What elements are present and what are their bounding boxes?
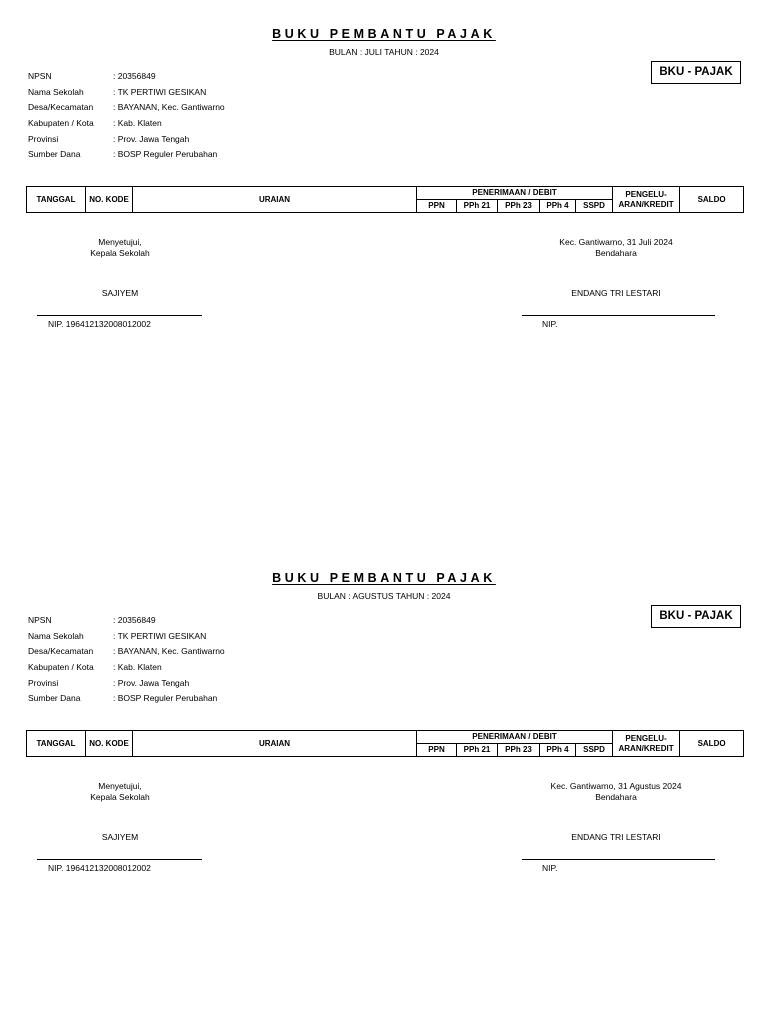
col-pengeluaran-kredit: PENGELU-ARAN/KREDIT [613,731,680,757]
col-pph-21: PPh 21 [457,200,498,213]
headmaster-nip: NIP. 196412132008012002 [48,863,151,873]
col-sspd: SSPD [576,744,613,757]
treasurer-name: ENDANG TRI LESTARI [571,832,661,842]
school-info [28,70,225,164]
col-pph-21: PPh 21 [457,744,498,757]
col-pph-23: PPh 23 [498,744,540,757]
school-info [28,614,225,708]
info-row-provinsi: Provinsi : Prov. Jawa Tengah [28,677,190,688]
tax-ledger-july [0,0,768,420]
col-penerimaan-debit: PENERIMAAN / DEBIT [417,731,613,744]
col-tanggal: TANGGAL [27,187,86,213]
headmaster-name: SAJIYEM [101,832,139,842]
headmaster-name: SAJIYEM [101,288,139,298]
signature-line-left [37,859,202,860]
treasurer-name: ENDANG TRI LESTARI [571,288,661,298]
document-title: BUKU PEMBANTU PAJAK [272,27,496,41]
col-ppn: PPN [417,200,457,213]
col-penerimaan-debit: PENERIMAAN / DEBIT [417,187,613,200]
col-pph-4: PPh 4 [540,744,576,757]
document-period: BULAN : JULI TAHUN : 2024 [329,47,439,57]
document-title: BUKU PEMBANTU PAJAK [272,571,496,585]
ledger-table [26,730,744,757]
info-row-npsn: NPSN : 20356849 [28,71,156,81]
info-row-desa-kecamatan: Desa/Kecamatan : BAYANAN, Kec. Gantiwarno [28,102,225,113]
signature-line-right [522,315,715,316]
info-row-nama-sekolah: Nama Sekolah : TK PERTIWI GESIKAN [28,86,207,97]
col-uraian: URAIAN [133,731,417,757]
col-pengeluaran-kredit: PENGELU-ARAN/KREDIT [613,187,680,213]
col-no-kode: NO. KODE [86,731,133,757]
col-tanggal: TANGGAL [27,731,86,757]
col-uraian: URAIAN [133,187,417,213]
col-pph-23: PPh 23 [498,200,540,213]
treasurer-nip: NIP. [542,863,558,873]
approval-block: Menyetujui, Kepala Sekolah [90,237,150,258]
info-row-desa-kecamatan: Desa/Kecamatan : BAYANAN, Kec. Gantiwarno [28,646,225,657]
ledger-table [26,186,744,213]
col-no-kode: NO. KODE [86,187,133,213]
info-row-kabupaten: Kabupaten / Kota : Kab. Klaten [28,118,162,129]
col-sspd: SSPD [576,200,613,213]
approval-block: Menyetujui, Kepala Sekolah [90,781,150,802]
signature-line-right [522,859,715,860]
info-row-kabupaten: Kabupaten / Kota : Kab. Klaten [28,662,162,673]
info-row-nama-sekolah: Nama Sekolah : TK PERTIWI GESIKAN [28,630,207,641]
col-ppn: PPN [417,744,457,757]
tax-ledger-august [0,544,768,964]
info-row-npsn: NPSN : 20356849 [28,615,156,625]
document-period: BULAN : AGUSTUS TAHUN : 2024 [317,591,451,601]
info-row-provinsi: Provinsi : Prov. Jawa Tengah [28,133,190,144]
info-row-sumber-dana: Sumber Dana : BOSP Reguler Perubahan [28,693,218,704]
headmaster-nip: NIP. 196412132008012002 [48,319,151,329]
treasurer-nip: NIP. [542,319,558,329]
col-pph-4: PPh 4 [540,200,576,213]
info-row-sumber-dana: Sumber Dana : BOSP Reguler Perubahan [28,149,218,160]
bku-pajak-badge: BKU - PAJAK [651,61,741,84]
col-saldo: SALDO [680,731,744,757]
signature-line-left [37,315,202,316]
col-saldo: SALDO [680,187,744,213]
treasurer-block: Kec. Gantiwarno, 31 Agustus 2024 Bendahara [550,781,682,802]
treasurer-block: Kec. Gantiwarno, 31 Juli 2024 Bendahara [559,237,673,258]
bku-pajak-badge: BKU - PAJAK [651,605,741,628]
